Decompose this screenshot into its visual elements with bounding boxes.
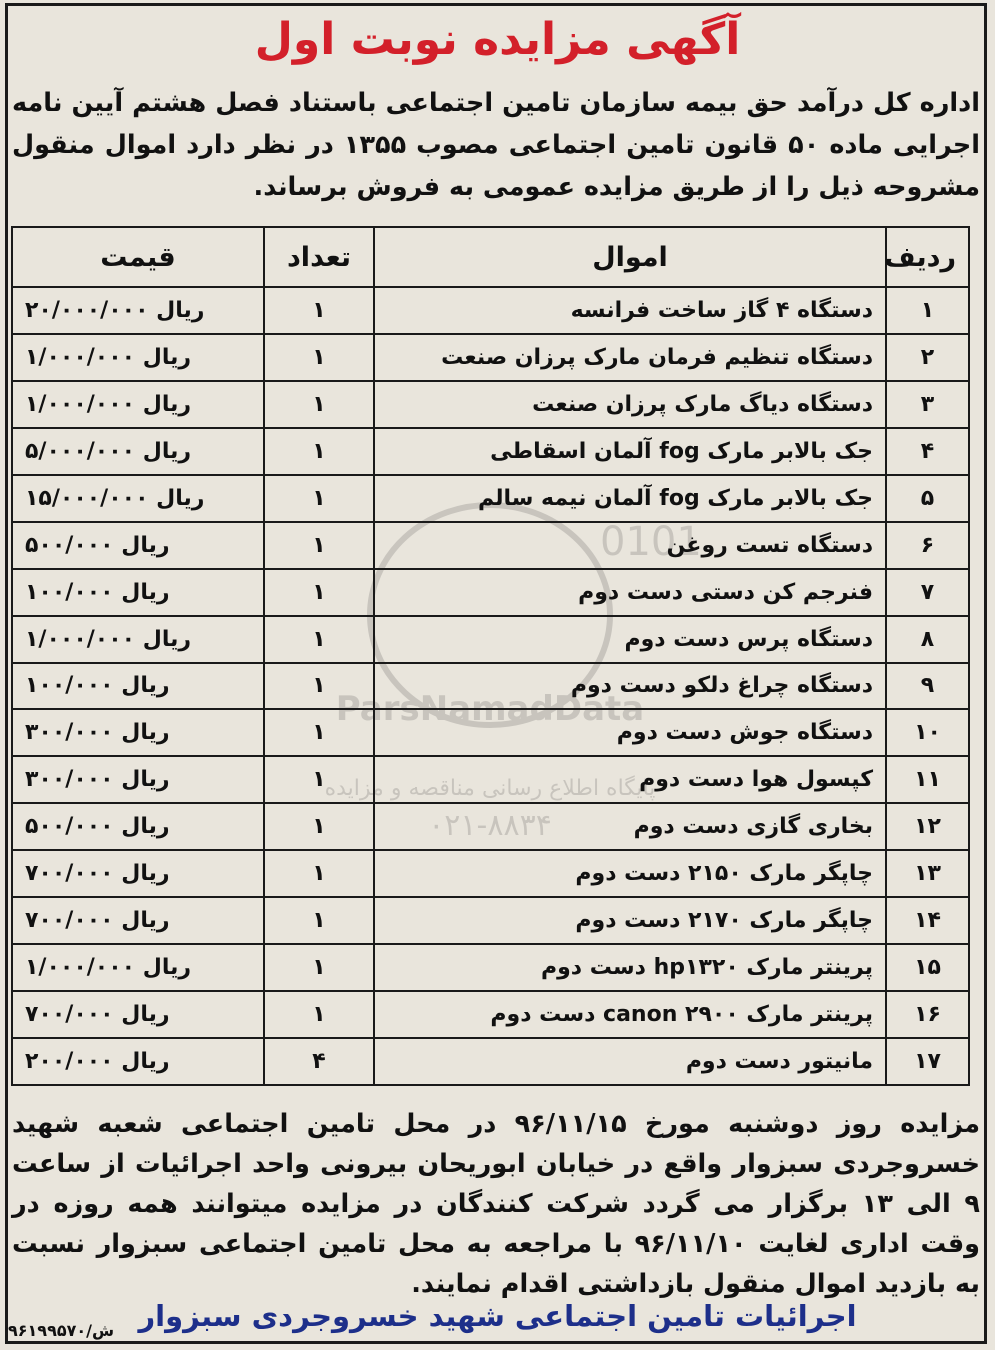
item-quantity: ۱ [264, 522, 374, 569]
item-quantity: ۱ [264, 616, 374, 663]
item-name: جک بالابر مارک fog آلمان اسقاطی [374, 428, 886, 475]
table-row [12, 663, 969, 710]
item-name: دستگاه تست روغن [374, 522, 886, 569]
item-quantity: ۱ [264, 569, 374, 616]
item-name: چاپگر مارک ۲۱۷۰ دست دوم [374, 897, 886, 944]
row-number: ۱۲ [886, 803, 969, 850]
item-quantity: ۱ [264, 334, 374, 381]
item-quantity: ۱ [264, 287, 374, 334]
item-quantity: ۱ [264, 850, 374, 897]
row-number: ۱۳ [886, 850, 969, 897]
table-row [12, 709, 969, 756]
item-quantity: ۱ [264, 756, 374, 803]
row-number: ۱۴ [886, 897, 969, 944]
item-price: ۳۰۰/۰۰۰ ریال [12, 756, 264, 803]
watermark-tagline: پایگاه اطلاع رسانی مناقصه و مزایده [324, 776, 656, 801]
row-number: ۳ [886, 381, 969, 428]
item-name: دستگاه چراغ دلکو دست دوم [374, 663, 886, 710]
item-quantity: ۱ [264, 475, 374, 522]
item-quantity: ۱ [264, 991, 374, 1038]
item-quantity: ۱ [264, 663, 374, 710]
notice-intro: اداره کل درآمد حق بیمه سازمان تامین اجتماعی باستناد فصل هشتم آیین نامه اجرایی ماده ۵۰ قانون تامین اجتماعی مصوب ۱۳۵۵ در نظر دارد اموال منقول مشروحه ذیل را از طریق مزایده عمومی به فروش برساند. [12, 88, 980, 202]
row-number: ۶ [886, 522, 969, 569]
row-number: ۱۵ [886, 944, 969, 991]
row-number: ۱۰ [886, 709, 969, 756]
item-name: دستگاه جوش دست دوم [374, 709, 886, 756]
item-name: مانیتور دست دوم [374, 1038, 886, 1085]
item-quantity: ۴ [264, 1038, 374, 1085]
item-name: چاپگر مارک ۲۱۵۰ دست دوم [374, 850, 886, 897]
header-quantity: تعداد [264, 227, 374, 287]
item-name: دستگاه ۴ گاز ساخت فرانسه [374, 287, 886, 334]
item-price: ۷۰۰/۰۰۰ ریال [12, 991, 264, 1038]
header-price: قیمت [12, 227, 264, 287]
item-price: ۵۰۰/۰۰۰ ریال [12, 803, 264, 850]
item-quantity: ۱ [264, 803, 374, 850]
table-row [12, 850, 969, 897]
header-row-number: ردیف [886, 227, 969, 287]
item-quantity: ۱ [264, 897, 374, 944]
row-number: ۹ [886, 663, 969, 710]
item-price: ۵۰۰/۰۰۰ ریال [12, 522, 264, 569]
item-price: ۷۰۰/۰۰۰ ریال [12, 850, 264, 897]
notice-footer: مزایده روز دوشنبه مورخ ۹۶/۱۱/۱۵ در محل تامین اجتماعی شعبه شهید خسروجردی سبزوار واقع در خیابان ابوریحان بیرونی واحد اجرائیات از ساعت ۹ الی ۱۳ برگزار می گردد شرکت کنندگان در مزایده میتوانند همه روزه در وقت اداری لغایت ۹۶/۱۱/۱۰ با مراجعه به محل تامین اجتماعی سبزوار نسبت به بازدید اموال منقول بازداشتی اقدام نمایند. [12, 1109, 980, 1299]
item-quantity: ۱ [264, 709, 374, 756]
watermark-brand: ParsNamadData [335, 689, 645, 729]
item-price: ۱/۰۰۰/۰۰۰ ریال [12, 334, 264, 381]
item-price: ۲۰/۰۰۰/۰۰۰ ریال [12, 287, 264, 334]
item-name: دستگاه پرس دست دوم [374, 616, 886, 663]
table-row [12, 475, 969, 522]
item-quantity: ۱ [264, 381, 374, 428]
table-row [12, 569, 969, 616]
item-price: ۵/۰۰۰/۰۰۰ ریال [12, 428, 264, 475]
table-row [12, 522, 969, 569]
item-name: پرینتر مارک hp۱۳۲۰ دست دوم [374, 944, 886, 991]
table-row [12, 287, 969, 334]
item-name: بخاری گازی دست دوم [374, 803, 886, 850]
items-table [11, 226, 970, 1086]
table-row [12, 803, 969, 850]
row-number: ۱ [886, 287, 969, 334]
row-number: ۱۶ [886, 991, 969, 1038]
row-number: ۱۱ [886, 756, 969, 803]
table-row [12, 381, 969, 428]
table-row [12, 897, 969, 944]
table-row [12, 756, 969, 803]
item-price: ۱/۰۰۰/۰۰۰ ریال [12, 944, 264, 991]
table-row [12, 616, 969, 663]
table-row [12, 991, 969, 1038]
item-name: دستگاه دیاگ مارک پرزان صنعت [374, 381, 886, 428]
table-header-row [12, 227, 969, 287]
table-row [12, 428, 969, 475]
item-price: ۱۵/۰۰۰/۰۰۰ ریال [12, 475, 264, 522]
item-price: ۱/۰۰۰/۰۰۰ ریال [12, 616, 264, 663]
row-number: ۱۷ [886, 1038, 969, 1085]
item-price: ۲۰۰/۰۰۰ ریال [12, 1038, 264, 1085]
row-number: ۷ [886, 569, 969, 616]
item-price: ۱۰۰/۰۰۰ ریال [12, 663, 264, 710]
row-number: ۸ [886, 616, 969, 663]
ad-code: ۹۶۱۹۹۵۷۰/ش [8, 1321, 115, 1340]
item-price: ۳۰۰/۰۰۰ ریال [12, 709, 264, 756]
item-quantity: ۱ [264, 428, 374, 475]
notice-title: آگهی مزایده نوبت اول [254, 14, 741, 65]
item-name: جک بالابر مارک fog آلمان نیمه سالم [374, 475, 886, 522]
row-number: ۲ [886, 334, 969, 381]
watermark-phone: ۰۲۱-۸۸۳۴ [428, 808, 552, 843]
table-row [12, 334, 969, 381]
row-number: ۵ [886, 475, 969, 522]
table-row [12, 944, 969, 991]
header-item: اموال [374, 227, 886, 287]
item-price: ۷۰۰/۰۰۰ ریال [12, 897, 264, 944]
item-quantity: ۱ [264, 944, 374, 991]
item-name: کپسول هوا دست دوم [374, 756, 886, 803]
notice-signature: اجرائیات تامین اجتماعی شهید خسروجردی سبزوار [138, 1299, 857, 1333]
watermark-digits: 0101 [600, 519, 702, 565]
item-price: ۱/۰۰۰/۰۰۰ ریال [12, 381, 264, 428]
table-row [12, 1038, 969, 1085]
item-name: پرینتر مارک canon ۲۹۰۰ دست دوم [374, 991, 886, 1038]
item-price: ۱۰۰/۰۰۰ ریال [12, 569, 264, 616]
item-name: فنرجم کن دستی دست دوم [374, 569, 886, 616]
row-number: ۴ [886, 428, 969, 475]
item-name: دستگاه تنظیم فرمان مارک پرزان صنعت [374, 334, 886, 381]
